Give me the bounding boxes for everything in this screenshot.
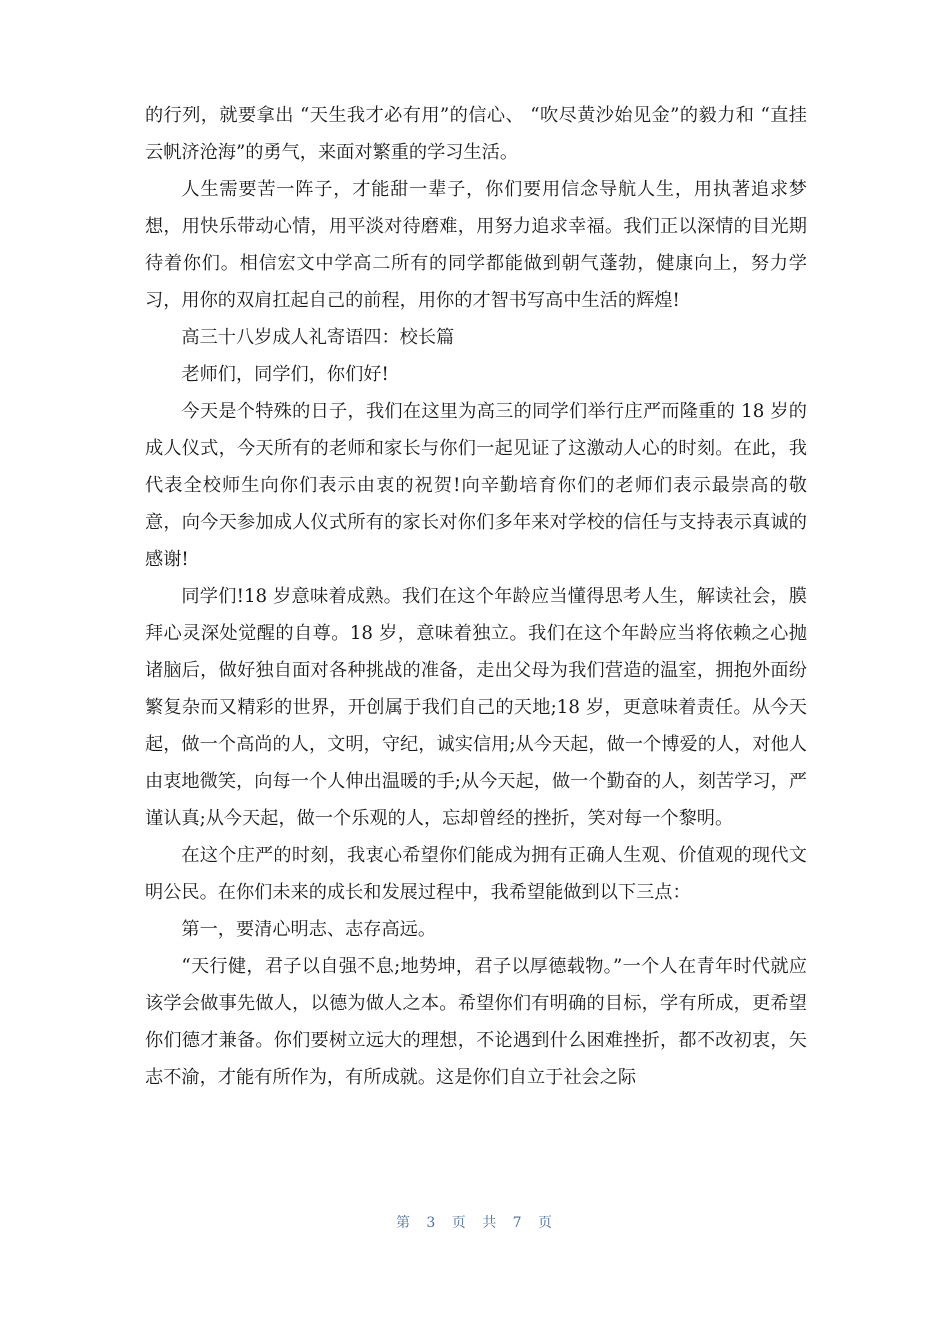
- paragraph-7: 在这个庄严的时刻，我衷心希望你们能成为拥有正确人生观、价值观的现代文明公民。在你们未来的成长和发展过程中，我希望能做到以下三点：: [145, 845, 807, 903]
- point-one-heading: 第一，要清心明志、志存高远。: [181, 919, 437, 940]
- page-number-footer: 第 3 页 共 7 页: [395, 1215, 555, 1231]
- paragraph-6: 同学们!18 岁意味着成熟。我们在这个年龄应当懂得思考人生，解读社会，膜拜心灵深处觉醒的自尊。18 岁，意味着独立。我们在这个年龄应当将依赖之心抛诸脑后，做好独自面对各种挑战的准备，走出父母为我们营造的温室，拥抱外面纷繁复杂而又精彩的世界，开创属于我们自己的天地;18 岁，更意味着责任。从今天起，做一个高尚的人，文明，守纪，诚实信用;从今天起，做一个博爱的人，对他人由衷地微笑，向每一个人伸出温暖的手;从今天起，做一个勤奋的人，刻苦学习，严谨认真;从今天起，做一个乐观的人，忘却曾经的挫折，笑对每一个黎明。: [145, 586, 807, 829]
- paragraph-9: “天行健，君子以自强不息;地势坤，君子以厚德载物。”一个人在青年时代就应该学会做事先做人，以德为做人之本。希望你们有明确的目标，学有所成，更希望你们德才兼备。你们要树立远大的理想，不论遇到什么困难挫折，都不改初衷，矢志不渝，才能有所作为，有所成就。这是你们自立于社会之际: [145, 956, 807, 1088]
- greeting: 老师们，同学们，你们好!: [181, 364, 389, 385]
- document-body: [145, 97, 807, 1096]
- section-heading: 高三十八岁成人礼寄语四：校长篇: [181, 327, 455, 348]
- paragraph-5: 今天是个特殊的日子，我们在这里为高三的同学们举行庄严而隆重的 18 岁的成人仪式，今天所有的老师和家长与你们一起见证了这激动人心的时刻。在此，我代表全校师生向你们表示由衷的祝贺!向辛勤培育你们的老师们表示最崇高的敬意，向今天参加成人仪式所有的家长对你们多年来对学校的信任与支持表示真诚的感谢!: [145, 401, 807, 570]
- paragraph-2: 人生需要苦一阵子，才能甜一辈子，你们要用信念导航人生，用执著追求梦想，用快乐带动心情，用平淡对待磨难，用努力追求幸福。我们正以深情的目光期待着你们。相信宏文中学高二所有的同学都能做到朝气蓬勃，健康向上，努力学习，用你的双肩扛起自己的前程，用你的才智书写高中生活的辉煌!: [145, 179, 807, 311]
- paragraph-1: 的行列，就要拿出 “天生我才必有用”的信心、 “吹尽黄沙始见金”的毅力和 “直挂云帆济沧海”的勇气，来面对繁重的学习生活。: [145, 105, 807, 163]
